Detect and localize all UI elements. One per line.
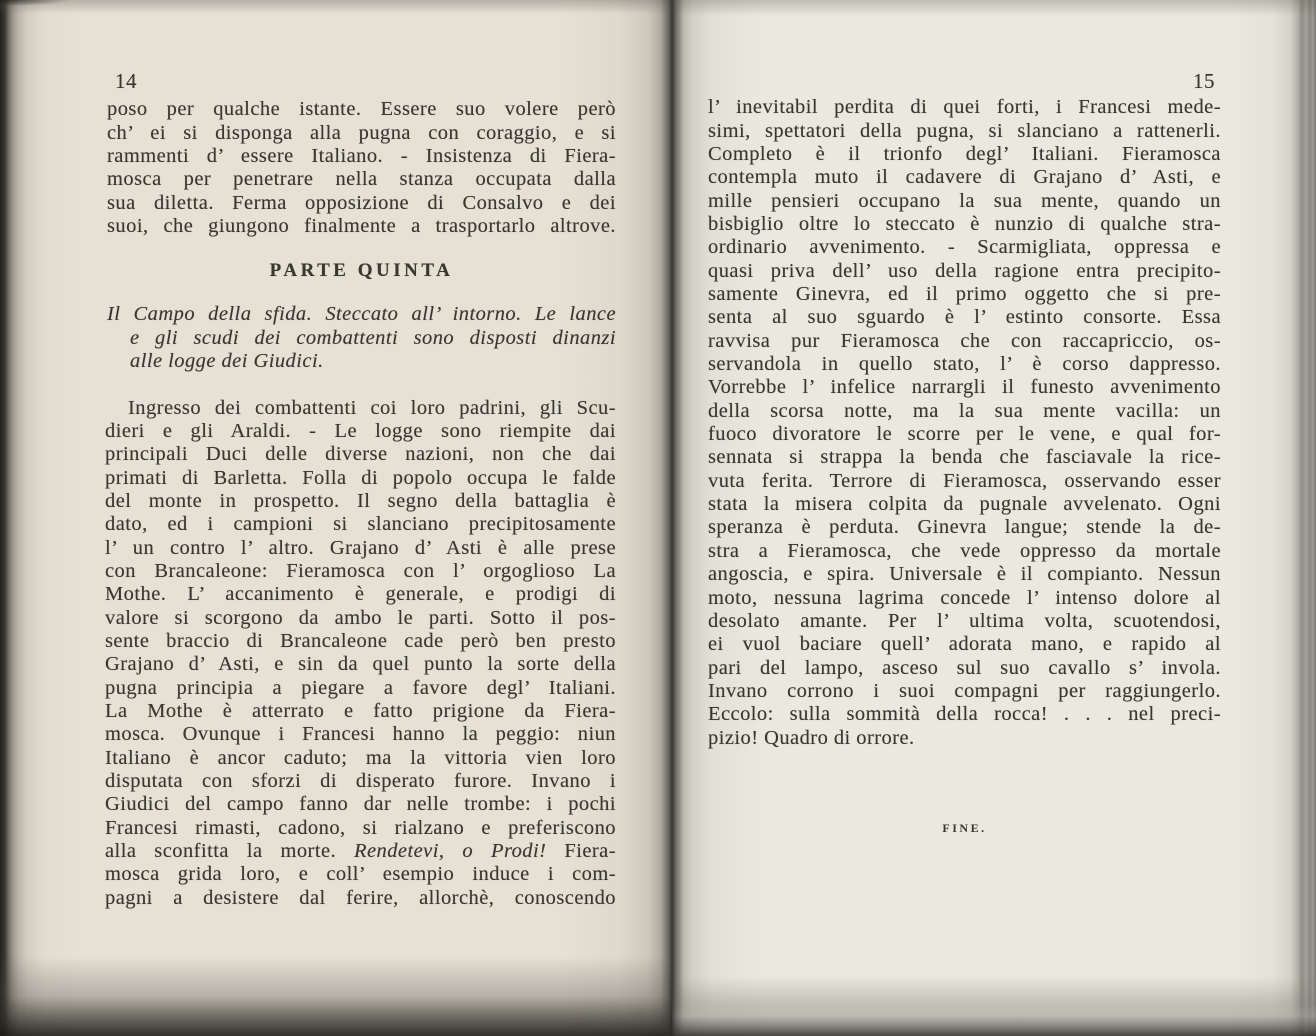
text-line: pizio! Quadro di orrore. <box>708 726 915 749</box>
text-line: ravvisa pur Fieramosca che con raccapriccio, os- <box>708 329 1221 352</box>
text-line: suoi, che giungono finalmente a trasportarlo altrove. <box>107 215 616 238</box>
text-line: Francesi rimasti, cadono, si rialzano e preferiscono <box>105 816 616 839</box>
page-number: 14 <box>115 69 137 93</box>
text-line: Ingresso dei combattenti coi loro padrini, gli Scu- <box>128 396 616 419</box>
text-line: valore si scorgono da ambo le parti. Sotto il pos- <box>105 606 616 629</box>
text-line: con Brancaleone: Fieramosca con l’ orgoglioso La <box>105 559 616 582</box>
text-line: dieri e gli Araldi. - Le logge sono riempite dai <box>105 419 616 442</box>
right-page <box>672 0 1316 1036</box>
text-line: dato, ed i campioni si slanciano precipitosamente <box>105 513 616 536</box>
text-line: stata la misera colpita da pugnale avvelenato. Ogni <box>708 493 1221 516</box>
text-line: ei vuol baciare quell’ adorata mano, e rapido al <box>708 633 1221 656</box>
italic-exclamation: Rendetevi, o Prodi! <box>354 840 547 863</box>
text-line: Il Campo della sfida. Steccato all’ intorno. Le lance <box>107 303 616 326</box>
page-number: 15 <box>1193 69 1215 93</box>
text-line: La Mothe è atterrato e fatto prigione da Fiera- <box>105 699 616 722</box>
text-line: contempla muto il cadavere di Grajano d’ Asti, e <box>708 166 1221 189</box>
text-line: servandola in quello stato, l’ è corso dappresso. <box>708 353 1221 376</box>
book-gutter <box>660 0 684 1036</box>
text-line: Invano corrono i suoi compagni per raggiungerlo. <box>708 679 1221 702</box>
text-line: alle logge dei Giudici. <box>130 349 324 372</box>
text-line: l’ un contro l’ altro. Grajano d’ Asti è alle prese <box>105 536 616 559</box>
text-line: Grajano d’ Asti, e sin da quel punto la sorte della <box>105 653 616 676</box>
text-line: pugna principia a piegare a favore degl’ Italiani. <box>105 676 616 699</box>
text-line: vuta ferita. Terrore di Fieramosca, osservando esser <box>708 469 1221 492</box>
section-heading: PARTE QUINTA <box>269 260 454 281</box>
text-line: pagni a desistere dal ferire, allorchè, conoscendo <box>105 886 616 909</box>
text-segment: alla sconfitta la morte. <box>105 840 355 863</box>
text-line: e gli scudi dei combattenti sono disposti dinanzi <box>130 326 616 349</box>
text-line: rammenti d’ essere Italiano. - Insistenza di Fiera- <box>107 144 616 167</box>
text-line: Eccolo: sulla sommità della rocca! . . . nel preci- <box>708 703 1221 726</box>
text-line: ordinario avvenimento. - Scarmigliata, oppressa e <box>708 236 1221 259</box>
paragraph <box>708 96 1221 750</box>
text-line: Vorrebbe l’ infelice narrargli il funesto avvenimento <box>708 376 1221 399</box>
text-line <box>105 840 616 863</box>
text-line: mosca grida loro, e coll’ esempio induce i com- <box>105 863 616 886</box>
text-line: senta al suo sguardo è l’ estinto consorte. Essa <box>708 306 1221 329</box>
text-line: speranza è perduta. Ginevra langue; stende la de- <box>708 516 1221 539</box>
text-line: sua diletta. Ferma opposizione di Consalvo e dei <box>107 191 616 214</box>
scene-description <box>107 303 616 373</box>
text-line: disputata con sforzi di disperato furore. Invano i <box>105 770 616 792</box>
text-line: mille pensieri occupano la sua mente, quando un <box>708 189 1221 212</box>
text-line: mosca per penetrare nella stanza occupata dalla <box>107 168 616 191</box>
text-line: Mothe. L’ accanimento è generale, e prodigi di <box>105 583 616 606</box>
text-line: principali Duci delle diverse nazioni, non che dai <box>105 443 616 466</box>
text-line: primati di Barletta. Folla di popolo occupa le falde <box>105 466 616 489</box>
text-line: della scorsa notte, ma la sua mente vacilla: un <box>708 399 1221 422</box>
text-line: simi, spettatori della pugna, si slanciano a rattenerli. <box>708 119 1221 142</box>
text-line: l’ inevitabil perdita di quei forti, i Francesi mede- <box>708 96 1221 119</box>
text-line: pari del lampo, asceso sul suo cavallo s’ invola. <box>708 656 1221 679</box>
text-line: angoscia, e spira. Universale è il compianto. Nessun <box>708 563 1221 586</box>
text-segment: Fiera- <box>546 840 616 863</box>
text-line: quasi priva dell’ uso della ragione entra precipito- <box>708 259 1221 282</box>
text-line: desolato amante. Per l’ ultima volta, scuotendosi, <box>708 609 1221 632</box>
text-line: Giudici del campo fanno dar nelle trombe: i pochi <box>105 793 616 816</box>
text-line: bisbiglio oltre lo steccato è nunzio di qualche stra- <box>708 213 1221 236</box>
text-line: stra a Fieramosca, che vede oppresso da mortale <box>708 539 1221 562</box>
paragraph <box>107 98 616 238</box>
end-mark: FINE. <box>942 821 987 835</box>
text-line: del monte in prospetto. Il segno della battaglia è <box>105 489 616 512</box>
text-line: samente Ginevra, ed il primo oggetto che si pre- <box>708 283 1221 306</box>
text-line: mosca. Ovunque i Francesi hanno la peggio: niun <box>105 723 616 746</box>
text-line: fuoco divoratore le scorre per le vene, e qual for- <box>708 423 1221 446</box>
text-line: ch’ ei si disponga alla pugna con coraggio, e si <box>107 121 616 144</box>
paragraph <box>105 397 616 911</box>
text-line: Italiano è ancor caduto; ma la vittoria vien loro <box>105 746 616 769</box>
text-line: moto, nessuna lagrima concede l’ intenso dolore al <box>708 586 1221 609</box>
text-line: sennata si strappa la benda che fasciavale la rice- <box>708 446 1221 469</box>
text-line: Completo è il trionfo degl’ Italiani. Fieramosca <box>708 142 1221 165</box>
text-line: sente braccio di Brancaleone cade però ben presto <box>105 629 616 652</box>
text-line: poso per qualche istante. Essere suo volere però <box>107 98 616 121</box>
